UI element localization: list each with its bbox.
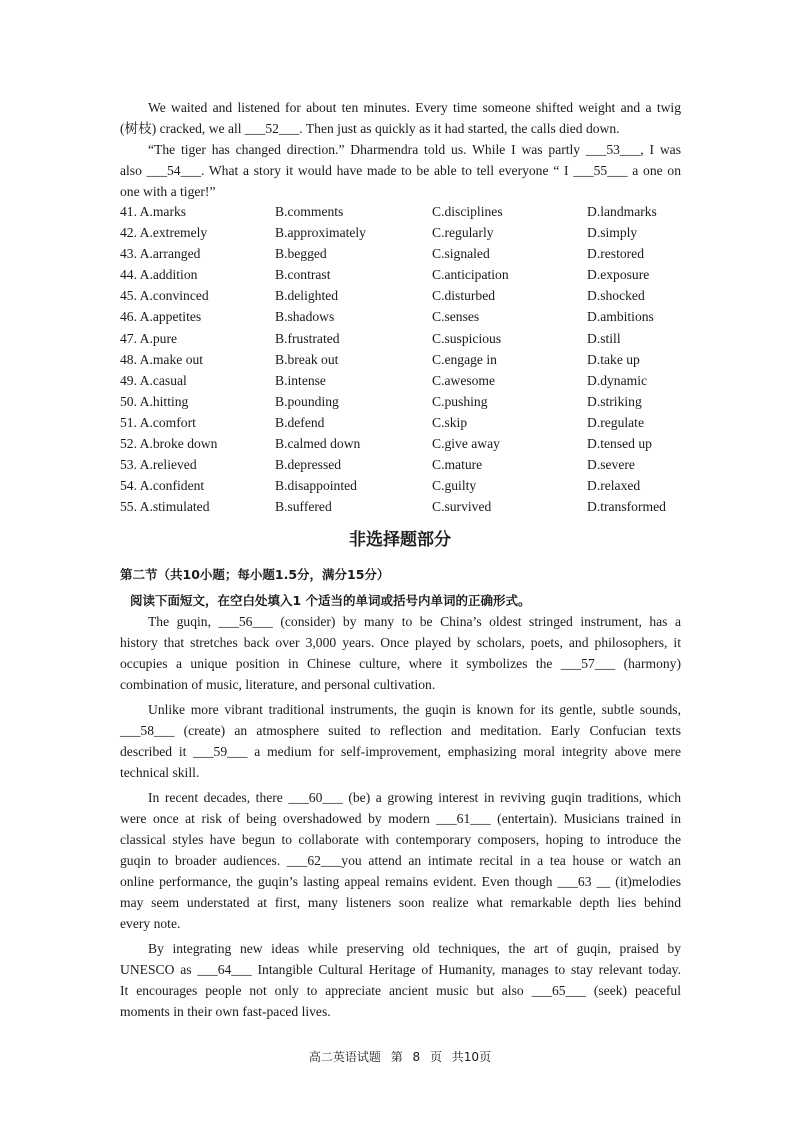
option-cell: D.still: [587, 330, 621, 346]
page-footer: 高二英语试题 第 8 页 共10页: [308, 1050, 492, 1064]
option-cell: B.delighted: [275, 288, 339, 304]
text-line: guqin to broader audiences. ___62___you attend an intimate recital in a tea house or watch an: [120, 853, 681, 868]
option-cell: 48. A.make out: [120, 351, 204, 367]
text-line: moments in their own fast-paced lives.: [120, 1004, 331, 1019]
text-line: combination of music, literature, and personal cultivation.: [120, 677, 436, 692]
text-line: one with a tiger!”: [120, 184, 216, 199]
section-title: 非选择题部分: [349, 530, 451, 550]
option-cell: D.regulate: [587, 414, 644, 430]
option-cell: 51. A.comfort: [120, 414, 196, 430]
option-row: [120, 306, 690, 327]
option-cell: D.take up: [587, 351, 640, 367]
option-cell: B.depressed: [275, 457, 342, 473]
option-cell: B.approximately: [275, 225, 366, 241]
text-line: Unlike more vibrant traditional instruments, the guqin is known for its gentle, subtle sounds,: [148, 702, 681, 717]
option-cell: 45. A.convinced: [120, 288, 209, 304]
option-cell: B.defend: [275, 414, 325, 430]
option-row: [120, 243, 690, 264]
text-line: “The tiger has changed direction.” Dharmendra told us. While I was partly ___53___, I was: [148, 142, 681, 157]
option-cell: B.shadows: [275, 309, 335, 325]
text-line: The guqin, ___56___ (consider) by many to be China’s oldest stringed instrument, has a: [148, 614, 681, 629]
passage-continuation: [120, 97, 681, 202]
option-cell: B.disappointed: [275, 478, 357, 494]
option-cell: C.senses: [432, 309, 480, 325]
option-cell: 42. A.extremely: [120, 225, 208, 241]
option-cell: D.transformed: [587, 499, 666, 515]
option-cell: 47. A.pure: [120, 330, 178, 346]
option-cell: D.landmarks: [587, 204, 657, 219]
text-line: described it ___59___ a medium for self-improvement, emphasizing moral integrity above mere: [120, 744, 681, 759]
option-cell: D.relaxed: [587, 478, 641, 494]
text-line: classical styles have begun to collaborate with contemporary composers, hoping to introduce the: [120, 832, 681, 847]
option-row: [120, 222, 690, 243]
option-cell: C.survived: [432, 499, 492, 515]
option-cell: B.intense: [275, 372, 326, 388]
option-cell: D.shocked: [587, 288, 645, 304]
text-line: In recent decades, there ___60___ (be) a growing interest in reviving guqin traditions, which: [148, 790, 681, 805]
text-line: occupies a unique position in Chinese culture, where it symbolizes the ___57___ (harmony): [120, 656, 681, 671]
option-cell: 49. A.casual: [120, 372, 187, 388]
text-line: (树枝) cracked, we all ___52___. Then just as quickly as it had started, the calls died down.: [120, 121, 620, 136]
option-cell: C.awesome: [432, 372, 496, 388]
option-cell: D.tensed up: [587, 436, 652, 452]
guqin-passage: [120, 611, 681, 1022]
text-line: technical skill.: [120, 765, 200, 780]
option-row: [120, 391, 690, 412]
option-cell: C.mature: [432, 457, 483, 473]
option-cell: B.frustrated: [275, 330, 340, 346]
option-cell: C.give away: [432, 436, 500, 452]
option-cell: D.dynamic: [587, 372, 648, 388]
option-cell: B.suffered: [275, 499, 332, 515]
text-line: By integrating new ideas while preserving old techniques, the art of guqin, praised by: [148, 941, 681, 956]
option-cell: C.disciplines: [432, 204, 503, 219]
option-cell: 44. A.addition: [120, 267, 198, 283]
option-cell: C.guilty: [432, 478, 477, 494]
option-cell: 50. A.hitting: [120, 393, 189, 409]
option-cell: B.begged: [275, 246, 327, 262]
option-cell: 46. A.appetites: [120, 309, 202, 325]
text-line: also ___54___. What a story it would have made to be able to tell everyone “ I ___55___ a one on: [120, 163, 681, 178]
text-line: ___58___ (create) an atmosphere suited to reflection and meditation. Early Confucian texts: [120, 723, 681, 738]
option-cell: C.signaled: [432, 246, 490, 262]
option-cell: D.simply: [587, 225, 638, 241]
option-cell: B.contrast: [275, 267, 331, 283]
text-line: It encourages people not only to appreciate ancient music but also ___65___ (seek) peaceful: [120, 983, 681, 998]
option-cell: 43. A.arranged: [120, 246, 201, 262]
option-row: [120, 328, 690, 349]
text-line: may seem understated at first, many listeners soon realize what remarkable depth lies behind: [120, 895, 681, 910]
option-cell: C.pushing: [432, 393, 488, 409]
option-cell: B.calmed down: [275, 436, 361, 452]
option-cell: D.exposure: [587, 267, 650, 283]
option-row: [120, 412, 690, 433]
option-cell: 53. A.relieved: [120, 457, 197, 473]
text-line: UNESCO as ___64___ Intangible Cultural Heritage of Humanity, manages to stay relevant today.: [120, 962, 681, 977]
option-cell: 55. A.stimulated: [120, 499, 210, 515]
option-cell: 52. A.broke down: [120, 436, 218, 452]
options-table: [120, 201, 690, 517]
text-line: every note.: [120, 916, 181, 931]
option-cell: 41. A.marks: [120, 204, 187, 219]
option-cell: D.severe: [587, 457, 635, 473]
option-cell: C.skip: [432, 414, 468, 430]
text-line: We waited and listened for about ten minutes. Every time someone shifted weight and a twig: [148, 100, 681, 115]
option-cell: 54. A.confident: [120, 478, 205, 494]
section-heading: 第二节（共10小题；每小题1.5分，满分15分）: [120, 567, 390, 582]
option-row: [120, 201, 690, 222]
option-cell: C.suspicious: [432, 330, 502, 346]
option-cell: D.ambitions: [587, 309, 654, 325]
option-cell: B.pounding: [275, 393, 339, 409]
option-cell: B.comments: [275, 204, 344, 219]
option-row: [120, 433, 690, 454]
text-line: history that stretches back over 3,000 years. Once played by scholars, poets, and philosophers, it: [120, 635, 681, 650]
option-row: [120, 264, 690, 285]
option-cell: C.engage in: [432, 351, 497, 367]
text-line: online performance, the guqin’s lasting appeal remains evident. Even though ___63 __ (it)melodies: [120, 874, 681, 889]
option-row: [120, 475, 690, 496]
option-cell: D.restored: [587, 246, 644, 262]
text-line: were once at risk of being overshadowed by modern ___61___ (entertain). Musicians trained in: [120, 811, 681, 826]
option-row: [120, 349, 690, 370]
option-row: [120, 454, 690, 475]
option-row: [120, 370, 690, 391]
option-row: [120, 285, 690, 306]
option-row: [120, 496, 690, 517]
option-cell: D.striking: [587, 393, 642, 409]
option-cell: B.break out: [275, 351, 339, 367]
option-cell: C.anticipation: [432, 267, 509, 283]
option-cell: C.disturbed: [432, 288, 496, 304]
instruction: 阅读下面短文，在空白处填入1 个适当的单词或括号内单词的正确形式。: [130, 593, 531, 608]
option-cell: C.regularly: [432, 225, 494, 241]
